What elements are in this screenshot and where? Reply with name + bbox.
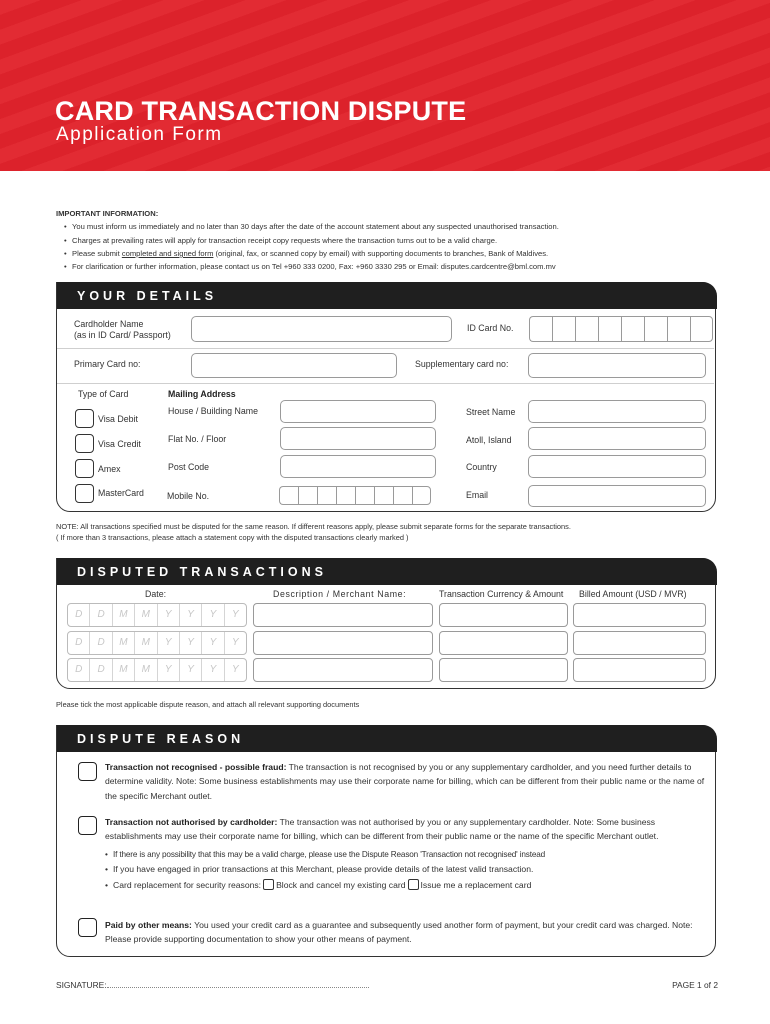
flat-label: Flat No. / Floor <box>168 434 227 444</box>
billed-amount-input[interactable] <box>573 658 706 682</box>
reason-not-authorised-text: Transaction not authorised by cardholder: The transaction was not authorised by you or any supplementary cardholder. Note: Some business establishments may use their corporate name for billing, which can be different from their public name or the name of the specific Merchant outlet. • If there is any possibility that this may be a valid charge, please use the Dispute Reason 'Transaction not recognised' instead • If you have engaged in prior transactions at this Merchant, please provide details of the latest valid transaction. • Card replacement for security reasons: Block and cancel my existing card Issue me a replacement card <box>105 815 705 894</box>
col-billed-label: Billed Amount (USD / MVR) <box>579 589 687 599</box>
reason-not-recognised-text: Transaction not recognised - possible fraud: The transaction is not recognised by you or any supplementary cardholder, and you need further details to determine validity. Note: Some business establishments may use their corporate name for billing, which can be different from their public name or the name of the specific Merchant outlet. <box>105 762 705 801</box>
mastercard-label: MasterCard <box>98 488 144 498</box>
important-heading: IMPORTANT INFORMATION: <box>56 209 159 218</box>
mobile-label: Mobile No. <box>167 491 210 501</box>
id-card-input[interactable] <box>529 316 713 342</box>
id-card-label: ID Card No. <box>467 323 514 333</box>
billed-amount-input[interactable] <box>573 603 706 627</box>
mailing-address-label: Mailing Address <box>168 389 236 399</box>
cardholder-name-input[interactable] <box>191 316 452 342</box>
cardholder-name-label: Cardholder Name (as in ID Card/ Passport) <box>74 319 171 340</box>
form-subtitle: Application Form <box>56 124 223 145</box>
visa-debit-label: Visa Debit <box>98 414 138 424</box>
country-label: Country <box>466 462 497 472</box>
post-code-input[interactable] <box>280 455 436 478</box>
col-currency-label: Transaction Currency & Amount <box>439 589 564 599</box>
important-information <box>56 207 736 273</box>
divider <box>57 383 714 384</box>
signature-line: SIGNATURE: <box>56 980 369 990</box>
reason-not-recognised-checkbox[interactable] <box>78 762 97 781</box>
supplementary-card-label: Supplementary card no: <box>415 359 509 369</box>
primary-card-label: Primary Card no: <box>74 359 141 369</box>
reason-not-authorised-checkbox[interactable] <box>78 816 97 835</box>
form-title: CARD TRANSACTION DISPUTE <box>55 96 467 126</box>
atoll-label: Atoll, Island <box>466 435 512 445</box>
reason-bullet: • If you have engaged in prior transactions at this Merchant, please provide details of the latest valid transaction. <box>113 862 705 878</box>
date-input[interactable]: D D M M Y Y Y Y <box>67 658 247 682</box>
page-number: PAGE 1 of 2 <box>672 980 718 990</box>
tick-instruction: Please tick the most applicable dispute reason, and attach all relevant supporting documents <box>56 700 360 709</box>
street-input[interactable] <box>528 400 706 423</box>
amex-checkbox[interactable] <box>75 459 94 478</box>
visa-debit-checkbox[interactable] <box>75 409 94 428</box>
description-input[interactable] <box>253 631 433 655</box>
email-label: Email <box>466 490 488 500</box>
street-label: Street Name <box>466 407 516 417</box>
currency-amount-input[interactable] <box>439 631 568 655</box>
disputed-transactions-title: DISPUTED TRANSACTIONS <box>57 558 717 585</box>
description-input[interactable] <box>253 658 433 682</box>
your-details-section <box>56 282 716 512</box>
reason-paid-other-means-checkbox[interactable] <box>78 918 97 937</box>
post-code-label: Post Code <box>168 462 210 472</box>
replacement-card-checkbox[interactable] <box>408 879 419 890</box>
disputed-transactions-section <box>56 558 716 689</box>
header-banner <box>0 0 770 171</box>
currency-amount-input[interactable] <box>439 658 568 682</box>
col-date-label: Date: <box>145 589 167 599</box>
signature-field[interactable] <box>107 980 369 988</box>
block-cancel-checkbox[interactable] <box>263 879 274 890</box>
atoll-input[interactable] <box>528 427 706 450</box>
house-input[interactable] <box>280 400 436 423</box>
date-input[interactable]: D D M M Y Y Y Y <box>67 603 247 627</box>
visa-credit-checkbox[interactable] <box>75 434 94 453</box>
info-bullet: • Charges at prevailing rates will apply for transaction receipt copy requests where the transaction turns out to be a valid charge. <box>72 234 736 247</box>
country-input[interactable] <box>528 455 706 478</box>
billed-amount-input[interactable] <box>573 631 706 655</box>
supplementary-card-input[interactable] <box>528 353 706 378</box>
currency-amount-input[interactable] <box>439 603 568 627</box>
date-input[interactable]: D D M M Y Y Y Y <box>67 631 247 655</box>
primary-card-input[interactable] <box>191 353 397 378</box>
house-label: House / Building Name <box>168 406 258 416</box>
divider <box>57 348 714 349</box>
amex-label: Amex <box>98 464 121 474</box>
reason-bullet: • If there is any possibility that this may be a valid charge, please use the Dispute Reason 'Transaction not recognised' instead <box>113 847 705 863</box>
card-replacement-options: • Card replacement for security reasons: Block and cancel my existing card Issue me a replacement card <box>113 878 705 894</box>
email-input[interactable] <box>528 485 706 507</box>
flat-input[interactable] <box>280 427 436 450</box>
col-description-label: Description / Merchant Name: <box>273 589 407 599</box>
info-bullet: • You must inform us immediately and no later than 30 days after the date of the account statement about any suspected unauthorised transaction. <box>72 220 736 233</box>
type-of-card-label: Type of Card <box>78 389 129 399</box>
visa-credit-label: Visa Credit <box>98 439 141 449</box>
dispute-reason-title: DISPUTE REASON <box>57 725 717 752</box>
info-bullet: • Please submit completed and signed form (original, fax, or scanned copy by email) with supporting documents to branches, Bank of Maldives. <box>72 247 736 260</box>
note: NOTE: All transactions specified must be disputed for the same reason. If different reasons apply, please submit separate forms for the separate transactions. ( If more than 3 transactions, please attach a statement copy with the disputed transactions clearly marked ) <box>56 522 571 542</box>
description-input[interactable] <box>253 603 433 627</box>
mobile-input[interactable] <box>279 486 431 505</box>
your-details-title: YOUR DETAILS <box>57 282 717 309</box>
mastercard-checkbox[interactable] <box>75 484 94 503</box>
reason-paid-other-means-text: Paid by other means: You used your credit card as a guarantee and subsequently used another form of payment, but your credit card was charged. Note: Please provide supporting documentation to show your other means of payment. <box>105 920 693 945</box>
info-bullet: • For clarification or further information, please contact us on Tel +960 333 0200, Fax: +960 3330 295 or Email: disputes.cardcentre@bml.com.mv <box>72 260 736 273</box>
